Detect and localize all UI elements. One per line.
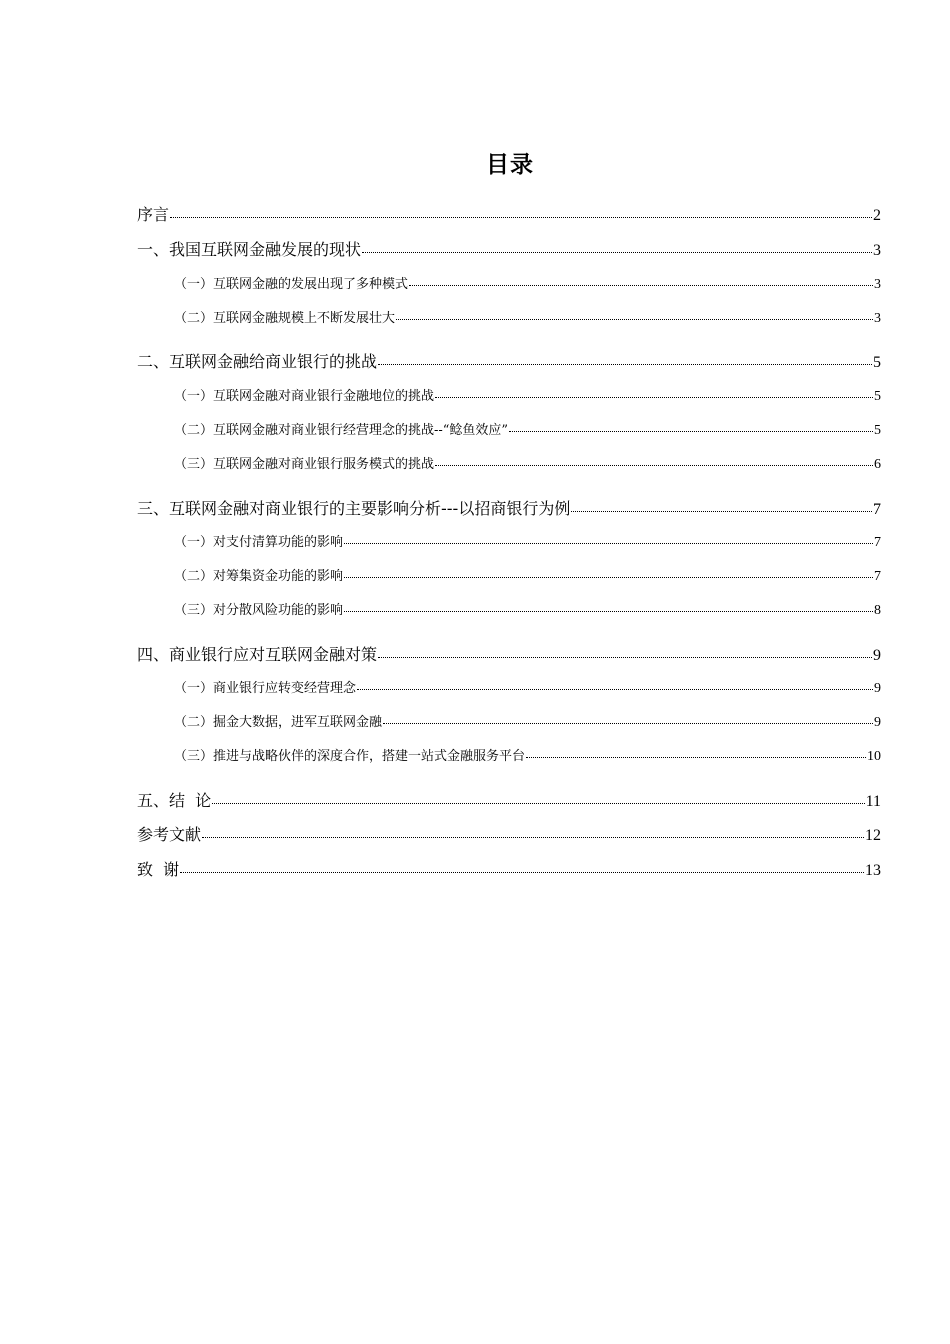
toc-entry-references[interactable] [137, 822, 881, 844]
dot-leader [357, 685, 873, 690]
toc-entry-section-3-3[interactable] [137, 599, 881, 619]
toc-entry-label: （三）互联网金融对商业银行服务模式的挑战 [174, 457, 435, 472]
toc-entry-label: 致 谢 [137, 860, 180, 879]
toc-entry-label: （一）互联网金融的发展出现了多种模式 [174, 277, 409, 292]
toc-entry-label: （一）对支付清算功能的影响 [174, 535, 344, 550]
toc-entry-label: （二）掘金大数据，进军互联网金融 [174, 715, 383, 730]
toc-page-number: 12 [865, 827, 881, 844]
toc-page-number: 5 [874, 389, 881, 404]
dot-leader [202, 833, 864, 838]
toc-page-number: 5 [874, 423, 881, 438]
dot-leader [180, 868, 864, 873]
toc-entry-chapter-4[interactable] [137, 642, 881, 664]
dot-leader [378, 653, 872, 658]
toc-entry-section-4-2[interactable] [137, 711, 881, 731]
dot-leader [344, 573, 873, 578]
toc-page-number: 3 [873, 242, 881, 259]
dot-leader [509, 427, 873, 432]
toc-entry-label: 序言 [137, 205, 170, 224]
toc-entry-section-3-2[interactable] [137, 565, 881, 585]
toc-entry-section-1-2[interactable] [137, 307, 881, 327]
toc-entry-section-4-1[interactable] [137, 677, 881, 697]
dot-leader [362, 248, 872, 253]
toc-entry-section-1-1[interactable] [137, 273, 881, 293]
toc-page-number: 8 [874, 603, 881, 618]
dot-leader [212, 799, 864, 804]
dot-leader [170, 213, 872, 218]
toc-entry-preface[interactable] [137, 202, 881, 224]
toc-page-number: 10 [867, 749, 881, 764]
toc-entry-label: （二）互联网金融规模上不断发展壮大 [174, 311, 396, 326]
toc-entry-label: 一、我国互联网金融发展的现状 [137, 240, 362, 259]
toc-title: 目录 [486, 152, 534, 178]
toc-page-number: 7 [874, 535, 881, 550]
table-of-contents [137, 0, 881, 1344]
toc-entry-label: （二）互联网金融对商业银行经营理念的挑战--“鲶鱼效应” [174, 423, 509, 438]
dot-leader [435, 393, 873, 398]
toc-entry-label: 五、结 论 [137, 791, 212, 810]
toc-entry-section-2-3[interactable] [137, 453, 881, 473]
toc-page-number: 3 [874, 277, 881, 292]
toc-page-number: 9 [874, 681, 881, 696]
dot-leader [409, 281, 873, 286]
toc-entry-label: 参考文献 [137, 825, 202, 844]
dot-leader [344, 539, 873, 544]
toc-page-number: 6 [874, 457, 881, 472]
toc-page-number: 9 [874, 715, 881, 730]
toc-page-number: 3 [874, 311, 881, 326]
toc-entry-section-2-2[interactable] [137, 419, 881, 439]
toc-page-number: 2 [873, 207, 881, 224]
toc-page-number: 11 [865, 793, 881, 810]
dot-leader [383, 719, 873, 724]
toc-entry-conclusion[interactable] [137, 788, 881, 810]
toc-page-number: 9 [873, 647, 881, 664]
toc-entry-label: 二、互联网金融给商业银行的挑战 [137, 352, 378, 371]
toc-entry-section-4-3[interactable] [137, 745, 881, 765]
toc-page-number: 13 [865, 862, 881, 879]
toc-entry-label: 四、商业银行应对互联网金融对策 [137, 645, 378, 664]
dot-leader [526, 753, 866, 758]
dot-leader [435, 461, 873, 466]
toc-page-number: 5 [873, 354, 881, 371]
toc-page-number: 7 [873, 501, 881, 518]
toc-entry-section-3-1[interactable] [137, 531, 881, 551]
toc-page-number: 7 [874, 569, 881, 584]
toc-entry-label: （一）互联网金融对商业银行金融地位的挑战 [174, 389, 435, 404]
toc-entry-chapter-2[interactable] [137, 349, 881, 371]
dot-leader [396, 315, 873, 320]
toc-entry-label: （二）对筹集资金功能的影响 [174, 569, 344, 584]
dot-leader [571, 507, 872, 512]
toc-entry-section-2-1[interactable] [137, 385, 881, 405]
toc-entry-acknowledgements[interactable] [137, 857, 881, 879]
toc-entry-chapter-3[interactable] [137, 496, 881, 518]
toc-entry-label: （三）推进与战略伙伴的深度合作，搭建一站式金融服务平台 [174, 749, 526, 764]
toc-entry-label: （一）商业银行应转变经营理念 [174, 681, 357, 696]
toc-entry-chapter-1[interactable] [137, 237, 881, 259]
toc-entry-label: （三）对分散风险功能的影响 [174, 603, 344, 618]
dot-leader [378, 360, 872, 365]
toc-entry-label: 三、互联网金融对商业银行的主要影响分析---以招商银行为例 [137, 499, 571, 518]
dot-leader [344, 607, 873, 612]
